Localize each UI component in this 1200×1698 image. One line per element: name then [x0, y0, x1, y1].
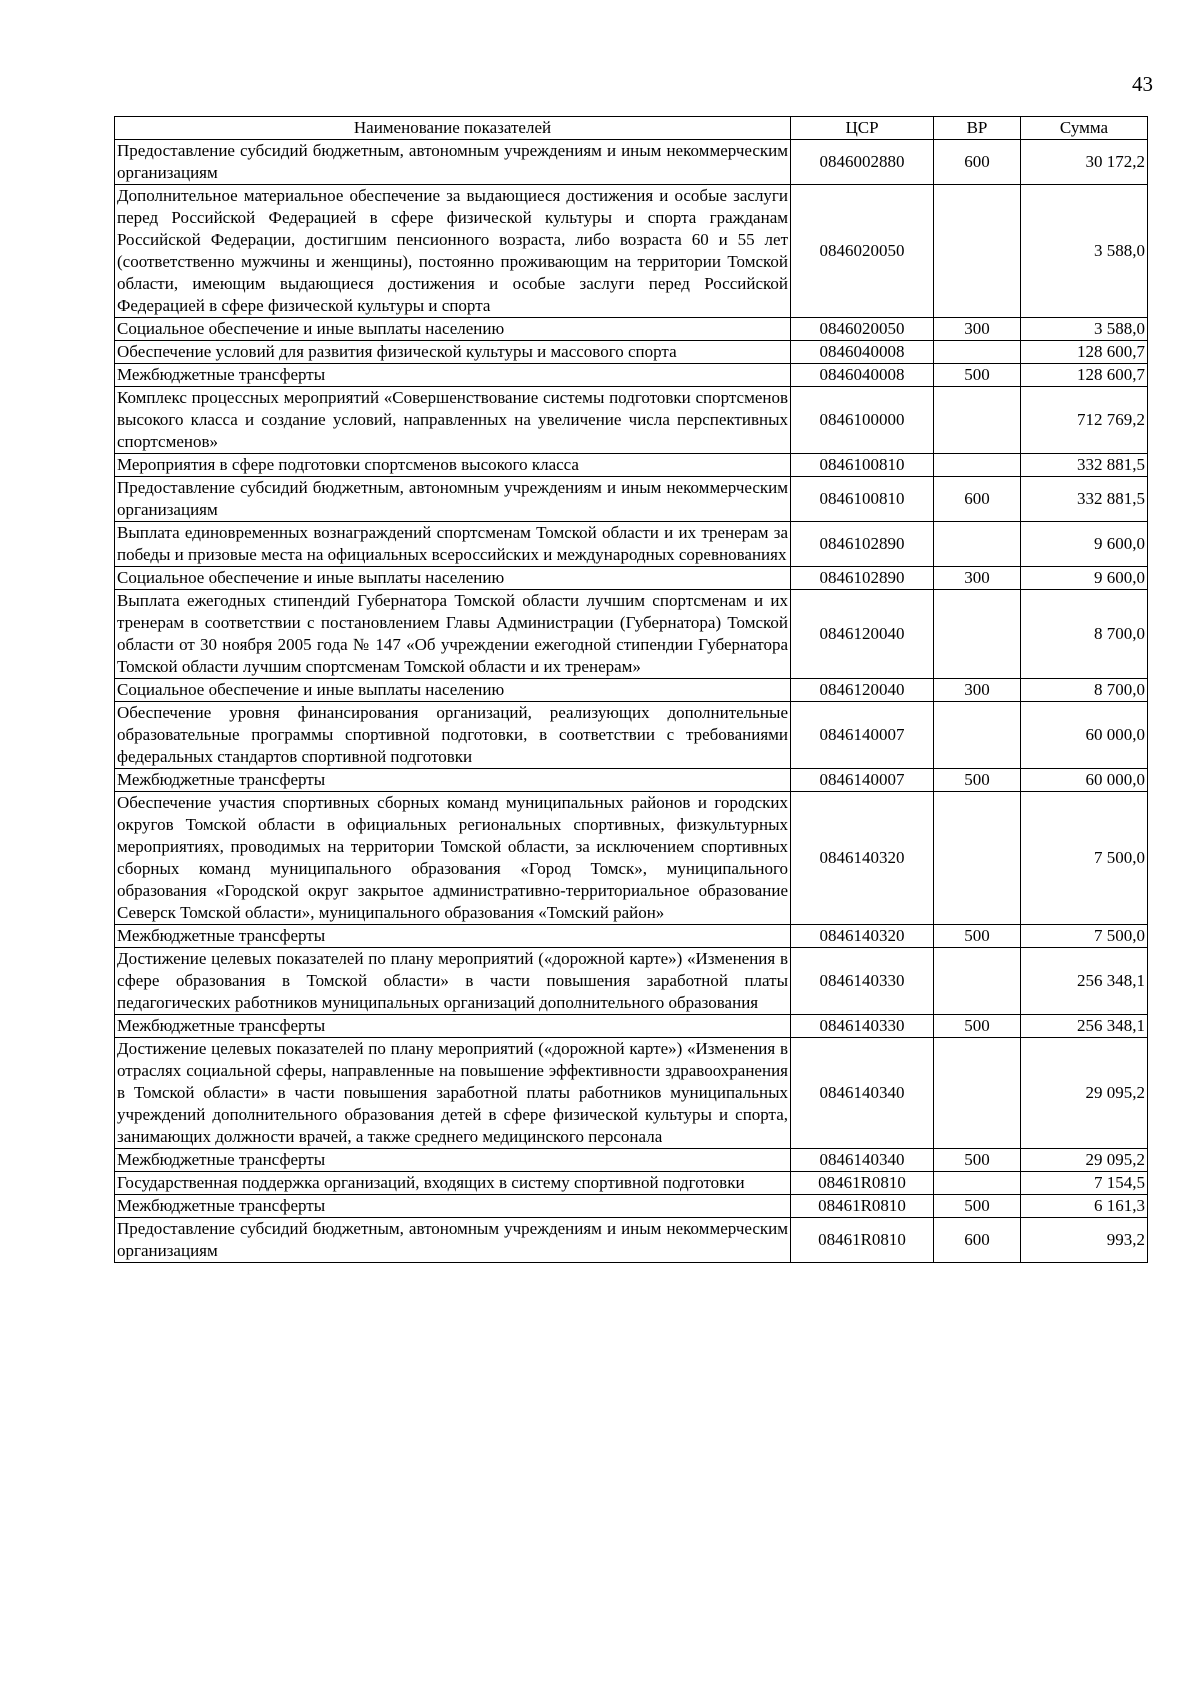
cell-vr [934, 387, 1021, 454]
cell-name: Достижение целевых показателей по плану мероприятий («дорожной карте») «Изменения в сфере образования в Томской области» в части повышения заработной платы педагогических работников муниципальных организаций дополнительного образования [115, 948, 791, 1015]
cell-name: Социальное обеспечение и иные выплаты населению [115, 318, 791, 341]
cell-csr: 08461R0810 [791, 1195, 934, 1218]
table-row [115, 925, 1148, 948]
cell-name: Предоставление субсидий бюджетным, автономным учреждениям и иным некоммерческим организациям [115, 477, 791, 522]
cell-vr [934, 1038, 1021, 1149]
table-row [115, 522, 1148, 567]
cell-csr: 0846140340 [791, 1149, 934, 1172]
cell-csr: 0846040008 [791, 341, 934, 364]
cell-name: Межбюджетные трансферты [115, 1195, 791, 1218]
cell-sum: 7 500,0 [1021, 925, 1148, 948]
table-row [115, 1195, 1148, 1218]
table-row [115, 387, 1148, 454]
budget-table [114, 116, 1148, 1263]
table-row [115, 792, 1148, 925]
cell-name: Государственная поддержка организаций, входящих в систему спортивной подготовки [115, 1172, 791, 1195]
cell-vr [934, 948, 1021, 1015]
cell-vr [934, 454, 1021, 477]
table-row [115, 1218, 1148, 1263]
table-row [115, 364, 1148, 387]
cell-name: Комплекс процессных мероприятий «Совершенствование системы подготовки спортсменов высокого класса и создание условий, направленных на увеличение числа перспективных спортсменов» [115, 387, 791, 454]
cell-name: Предоставление субсидий бюджетным, автономным учреждениям и иным некоммерческим организациям [115, 1218, 791, 1263]
cell-csr: 0846120040 [791, 590, 934, 679]
header-csr: ЦСР [791, 117, 934, 140]
cell-name: Дополнительное материальное обеспечение за выдающиеся достижения и особые заслуги перед Российской Федерацией в сфере физической культуры и спорта гражданам Российской Федерации, достигшим пенсионного возраста, либо возраста 60 и 55 лет (соответственно мужчины и женщины), постоянно проживающим на территории Томской области, имеющим выдающиеся достижения и особые заслуги перед Российской Федерацией в сфере физической культуры и спорта [115, 185, 791, 318]
cell-sum: 9 600,0 [1021, 567, 1148, 590]
cell-csr: 0846140007 [791, 769, 934, 792]
table-row [115, 454, 1148, 477]
cell-sum: 7 154,5 [1021, 1172, 1148, 1195]
cell-csr: 0846020050 [791, 318, 934, 341]
cell-sum: 6 161,3 [1021, 1195, 1148, 1218]
cell-vr: 300 [934, 567, 1021, 590]
cell-sum: 332 881,5 [1021, 454, 1148, 477]
cell-name: Обеспечение участия спортивных сборных команд муниципальных районов и городских округов Томской области в официальных региональных спортивных, физкультурных мероприятиях, проводимых на территории Томской области, за исключением спортивных сборных команд муниципального образования «Город Томск», муниципального образования «Городской округ закрытое административно-территориальное образование Северск Томской области», муниципального образования «Томский район» [115, 792, 791, 925]
cell-sum: 60 000,0 [1021, 702, 1148, 769]
cell-vr: 600 [934, 1218, 1021, 1263]
cell-csr: 0846102890 [791, 522, 934, 567]
cell-sum: 8 700,0 [1021, 679, 1148, 702]
table-row [115, 679, 1148, 702]
cell-sum: 128 600,7 [1021, 364, 1148, 387]
cell-sum: 3 588,0 [1021, 318, 1148, 341]
cell-vr: 300 [934, 679, 1021, 702]
cell-csr: 0846120040 [791, 679, 934, 702]
cell-name: Межбюджетные трансферты [115, 1149, 791, 1172]
cell-name: Обеспечение уровня финансирования организаций, реализующих дополнительные образовательные программы спортивной подготовки, в соответствии с требованиями федеральных стандартов спортивной подготовки [115, 702, 791, 769]
cell-csr: 0846100810 [791, 454, 934, 477]
cell-vr [934, 522, 1021, 567]
cell-sum: 7 500,0 [1021, 792, 1148, 925]
table-row [115, 318, 1148, 341]
cell-sum: 9 600,0 [1021, 522, 1148, 567]
cell-sum: 60 000,0 [1021, 769, 1148, 792]
table-row [115, 590, 1148, 679]
cell-csr: 0846020050 [791, 185, 934, 318]
cell-vr: 500 [934, 1195, 1021, 1218]
cell-sum: 8 700,0 [1021, 590, 1148, 679]
cell-vr [934, 185, 1021, 318]
header-name: Наименование показателей [115, 117, 791, 140]
cell-csr: 0846102890 [791, 567, 934, 590]
header-vr: ВР [934, 117, 1021, 140]
cell-name: Достижение целевых показателей по плану мероприятий («дорожной карте») «Изменения в отраслях социальной сферы, направленные на повышение эффективности здравоохранения в Томской области» в части повышения заработной платы работников муниципальных учреждений дополнительного образования детей в сфере физической культуры и спорта, занимающих должности врачей, а также среднего медицинского персонала [115, 1038, 791, 1149]
cell-name: Предоставление субсидий бюджетным, автономным учреждениям и иным некоммерческим организациям [115, 140, 791, 185]
cell-vr: 500 [934, 1149, 1021, 1172]
table-row [115, 1172, 1148, 1195]
cell-vr [934, 341, 1021, 364]
cell-sum: 128 600,7 [1021, 341, 1148, 364]
cell-name: Социальное обеспечение и иные выплаты населению [115, 679, 791, 702]
cell-vr [934, 792, 1021, 925]
cell-csr: 0846002880 [791, 140, 934, 185]
cell-name: Межбюджетные трансферты [115, 925, 791, 948]
cell-name: Выплата ежегодных стипендий Губернатора Томской области лучшим спортсменам и их тренерам в соответствии с постановлением Главы Администрации (Губернатора) Томской области от 30 ноября 2005 года № 147 «Об учреждении ежегодной стипендии Губернатора Томской области лучшим спортсменам Томской области и их тренерам» [115, 590, 791, 679]
cell-vr: 500 [934, 925, 1021, 948]
cell-vr: 600 [934, 140, 1021, 185]
table-row [115, 1038, 1148, 1149]
table-row [115, 702, 1148, 769]
table-body [115, 140, 1148, 1263]
cell-sum: 3 588,0 [1021, 185, 1148, 318]
cell-csr: 08461R0810 [791, 1172, 934, 1195]
cell-vr [934, 702, 1021, 769]
cell-csr: 0846140320 [791, 925, 934, 948]
cell-vr [934, 1172, 1021, 1195]
cell-name: Межбюджетные трансферты [115, 1015, 791, 1038]
table-row [115, 948, 1148, 1015]
cell-sum: 993,2 [1021, 1218, 1148, 1263]
table-row [115, 1015, 1148, 1038]
table-row [115, 477, 1148, 522]
table-row [115, 341, 1148, 364]
cell-csr: 0846140330 [791, 1015, 934, 1038]
cell-csr: 0846140007 [791, 702, 934, 769]
cell-sum: 30 172,2 [1021, 140, 1148, 185]
cell-csr: 0846140340 [791, 1038, 934, 1149]
cell-vr: 300 [934, 318, 1021, 341]
cell-sum: 712 769,2 [1021, 387, 1148, 454]
table-row [115, 140, 1148, 185]
cell-csr: 0846040008 [791, 364, 934, 387]
cell-sum: 256 348,1 [1021, 1015, 1148, 1038]
cell-name: Межбюджетные трансферты [115, 769, 791, 792]
cell-name: Обеспечение условий для развития физической культуры и массового спорта [115, 341, 791, 364]
header-sum: Сумма [1021, 117, 1148, 140]
table-row [115, 185, 1148, 318]
table-row [115, 769, 1148, 792]
cell-name: Мероприятия в сфере подготовки спортсменов высокого класса [115, 454, 791, 477]
page-number: 43 [1132, 72, 1153, 96]
cell-vr [934, 590, 1021, 679]
table-row [115, 1149, 1148, 1172]
cell-sum: 29 095,2 [1021, 1038, 1148, 1149]
cell-name: Выплата единовременных вознаграждений спортсменам Томской области и их тренерам за победы и призовые места на официальных всероссийских и международных соревнованиях [115, 522, 791, 567]
cell-vr: 500 [934, 769, 1021, 792]
table-header-row [115, 117, 1148, 140]
cell-csr: 0846140320 [791, 792, 934, 925]
cell-name: Социальное обеспечение и иные выплаты населению [115, 567, 791, 590]
cell-sum: 29 095,2 [1021, 1149, 1148, 1172]
cell-vr: 500 [934, 364, 1021, 387]
table-row [115, 567, 1148, 590]
cell-csr: 08461R0810 [791, 1218, 934, 1263]
cell-csr: 0846100000 [791, 387, 934, 454]
cell-vr: 600 [934, 477, 1021, 522]
cell-csr: 0846140330 [791, 948, 934, 1015]
cell-vr: 500 [934, 1015, 1021, 1038]
cell-sum: 332 881,5 [1021, 477, 1148, 522]
cell-csr: 0846100810 [791, 477, 934, 522]
cell-name: Межбюджетные трансферты [115, 364, 791, 387]
cell-sum: 256 348,1 [1021, 948, 1148, 1015]
